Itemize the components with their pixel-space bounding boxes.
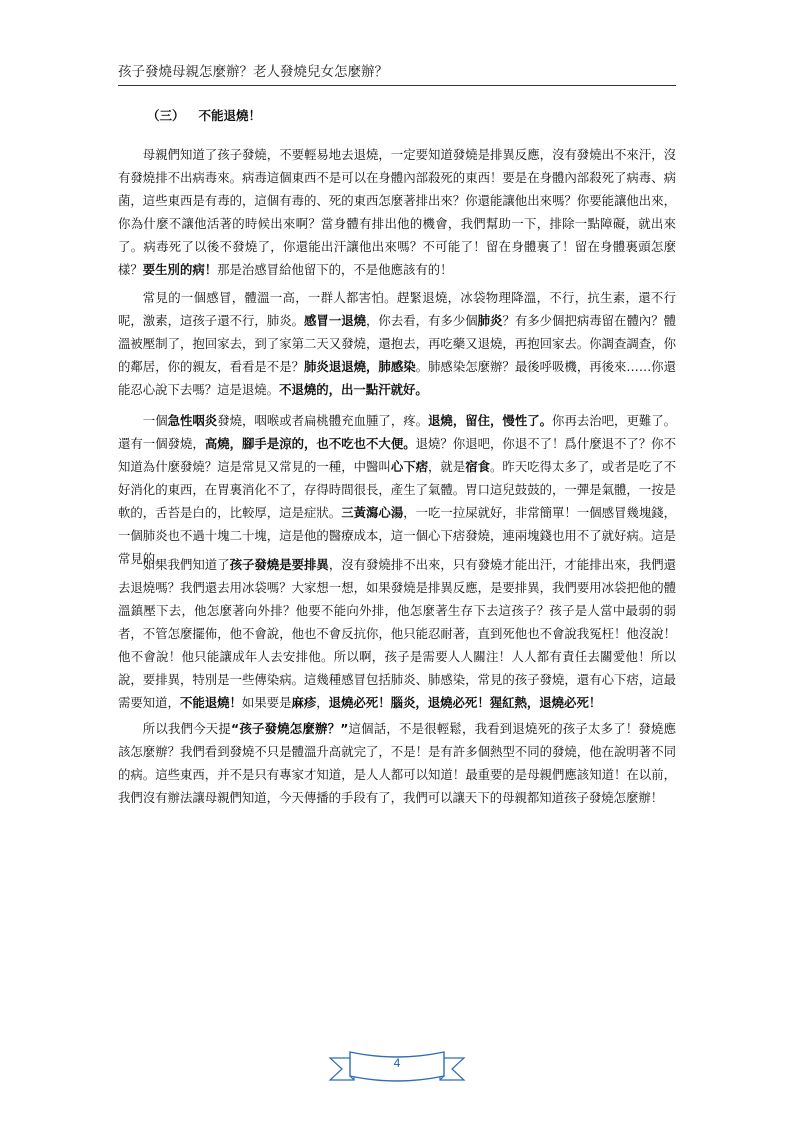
body-text: 。昨天吃得太多了，或者是吃了不好消化的東西，在胃裏消化不了，存得時間很長，產生了氣體。胃口這兒鼓鼓的，一彈是氣體，一按是軟的，舌苔是白的，比較厚，這是症狀。	[118, 459, 677, 520]
emphasis-text: 孩子發燒是要排異	[229, 557, 329, 572]
page-header: 孩子發燒母親怎麼辦？老人發燒兒女怎麼辦？	[118, 60, 676, 86]
emphasis-text: 要生別的病！	[142, 262, 218, 277]
emphasis-text: 三黃瀉心湯	[341, 505, 404, 520]
section-number: （三）	[147, 108, 185, 123]
body-text: 如果要是	[241, 695, 292, 710]
body-text: 所以我們今天提	[142, 721, 232, 736]
body-text: ，沒有發燒排不出來，只有發燒才能出汗，才能排出來，我們還去退燒嗎？我們還去用冰袋嗎？大家想一想，如果發燒是排異反應，是要排異，我們要用冰袋把他的體溫鎮壓下去，他怎麼著向外排？他要不能向外排，他怎麼著生存下去這孩子？孩子是人當中最弱的弱者，不管怎麼擺佈，他不會說，他也不會反抗你，他只能忍耐著，直到死他也不會說我冤枉！他沒說！他不會說！他只能讓成年人去安排他。所以啊，孩子是需要人人關注！人人都有責任去關愛他！所以說，要排異，特別是一些傳染病。這幾種感冒包括肺炎、肺感染，常見的孩子發燒，還有心下痞，這最需要知道，	[118, 557, 677, 710]
emphasis-text: 肺炎退退燒，肺感染	[304, 359, 416, 374]
emphasis-text: 退燒，留住，慢性了。	[428, 413, 553, 428]
body-text: 。肺感染怎麼辦？最後呼吸機，再後來……你還能忍心說下去嗎？這是退燒。	[118, 359, 677, 397]
paragraph-5	[118, 717, 676, 809]
emphasis-text: 宿食	[465, 459, 491, 474]
page-number: 4	[393, 1056, 401, 1070]
section-title-text: 不能退燒！	[198, 108, 262, 123]
emphasis-text: “孩子發燒怎麼辦？”	[231, 721, 349, 736]
emphasis-text: 退燒必死！腦炎，退燒必死！猩紅熱，退燒必死！	[328, 695, 602, 710]
body-text: ，你去看，有多少個	[366, 313, 478, 328]
page-footer	[328, 1046, 466, 1086]
body-text: 一個	[142, 413, 168, 428]
paragraph-4	[118, 553, 676, 714]
emphasis-text: 不能退燒！	[179, 695, 242, 710]
emphasis-text: 高燒，腳手是涼的，也不吃也不大便。	[204, 436, 416, 451]
paragraph-2	[118, 286, 676, 401]
body-text: 如果我們知道了	[142, 557, 230, 572]
body-text: 這個話，不是很輕鬆，我看到退燒死的孩子太多了！發燒應該怎麼辦？我們看到發燒不只是體溫升高就完了，不是！是有許多個熱型不同的發燒，他在說明著不同的病。這些東西，并不是只有專家才知道，是人人都可以知道！最重要的是母親們應該知道！在以前，我們沒有辦法讓母親們知道，今天傳播的手段有了，我們可以讓天下的母親都知道孩子發燒怎麼辦！	[118, 721, 677, 805]
body-text: ，	[316, 695, 329, 710]
emphasis-text: 急性咽炎	[167, 413, 218, 428]
emphasis-text: 麻疹	[291, 695, 317, 710]
body-text: 常見的一個感冒，體溫一高，一群人都害怕。趕緊退燒，冰袋物理降溫，不行，抗生素，還不行呢，激素，這孩子還不行，肺炎。	[118, 290, 676, 328]
emphasis-text: 心下痞	[390, 459, 429, 474]
body-text: 退燒？你退吧，你退不了！爲什麼退不了？你不知道為什麼發燒？這是常見又常見的一種，中醫叫	[118, 436, 677, 474]
paragraph-3	[118, 409, 676, 570]
body-text: ？有多少個把病毒留在體內？體溫被壓制了，抱回家去，到了家第二天又發燒，還抱去，再吃藥又退燒，再抱回家去。你調查調查，你的鄰居，你的親友，看看是不是？	[118, 313, 677, 374]
body-text: 母親們知道了孩子發燒，不要輕易地去退燒，一定要知道發燒是排異反應，沒有發燒出不來汗，沒有發燒排不出病毒來。病毒這個東西不是可以在身體內部殺死的東西！要是在身體內部殺死了病毒、病菌，這些東西是有毒的，這個有毒的、死的東西怎麼著排出來？你還能讓他出來嗎？你要能讓他出來，你為什麼不讓他活著的時候出來啊？當身體有排出他的機會，我們幫助一下，排除一點障礙，就出來了。病毒死了以後不發燒了，你還能出汗讓他出來嗎？不可能了！留在身體裏了！留在身體裏頭怎麼樣？	[118, 147, 676, 277]
section-heading	[147, 106, 261, 124]
body-text: 發燒，咽喉或者扁桃體充血腫了，疼。	[217, 413, 429, 428]
emphasis-text: 肺炎	[477, 313, 503, 328]
body-text: 那是治感冒給他留下的，不是他應該有的！	[217, 262, 453, 277]
paragraph-1	[118, 143, 676, 281]
body-text: 你再去治吧，更難了。還有一個發燒，	[118, 413, 677, 451]
body-text: ，就是	[428, 459, 466, 474]
emphasis-text: 不退燒的，出一點汗就好。	[279, 382, 428, 397]
body-text: ，一吃一拉屎就好，非常簡單！一個感冒幾塊錢，一個肺炎也不過十塊二十塊，這是他的醫療成本，這一個心下痞發燒，連兩塊錢也用不了就好病。這是常見的。	[118, 505, 677, 566]
emphasis-text: 感冒一退燒	[304, 313, 367, 328]
